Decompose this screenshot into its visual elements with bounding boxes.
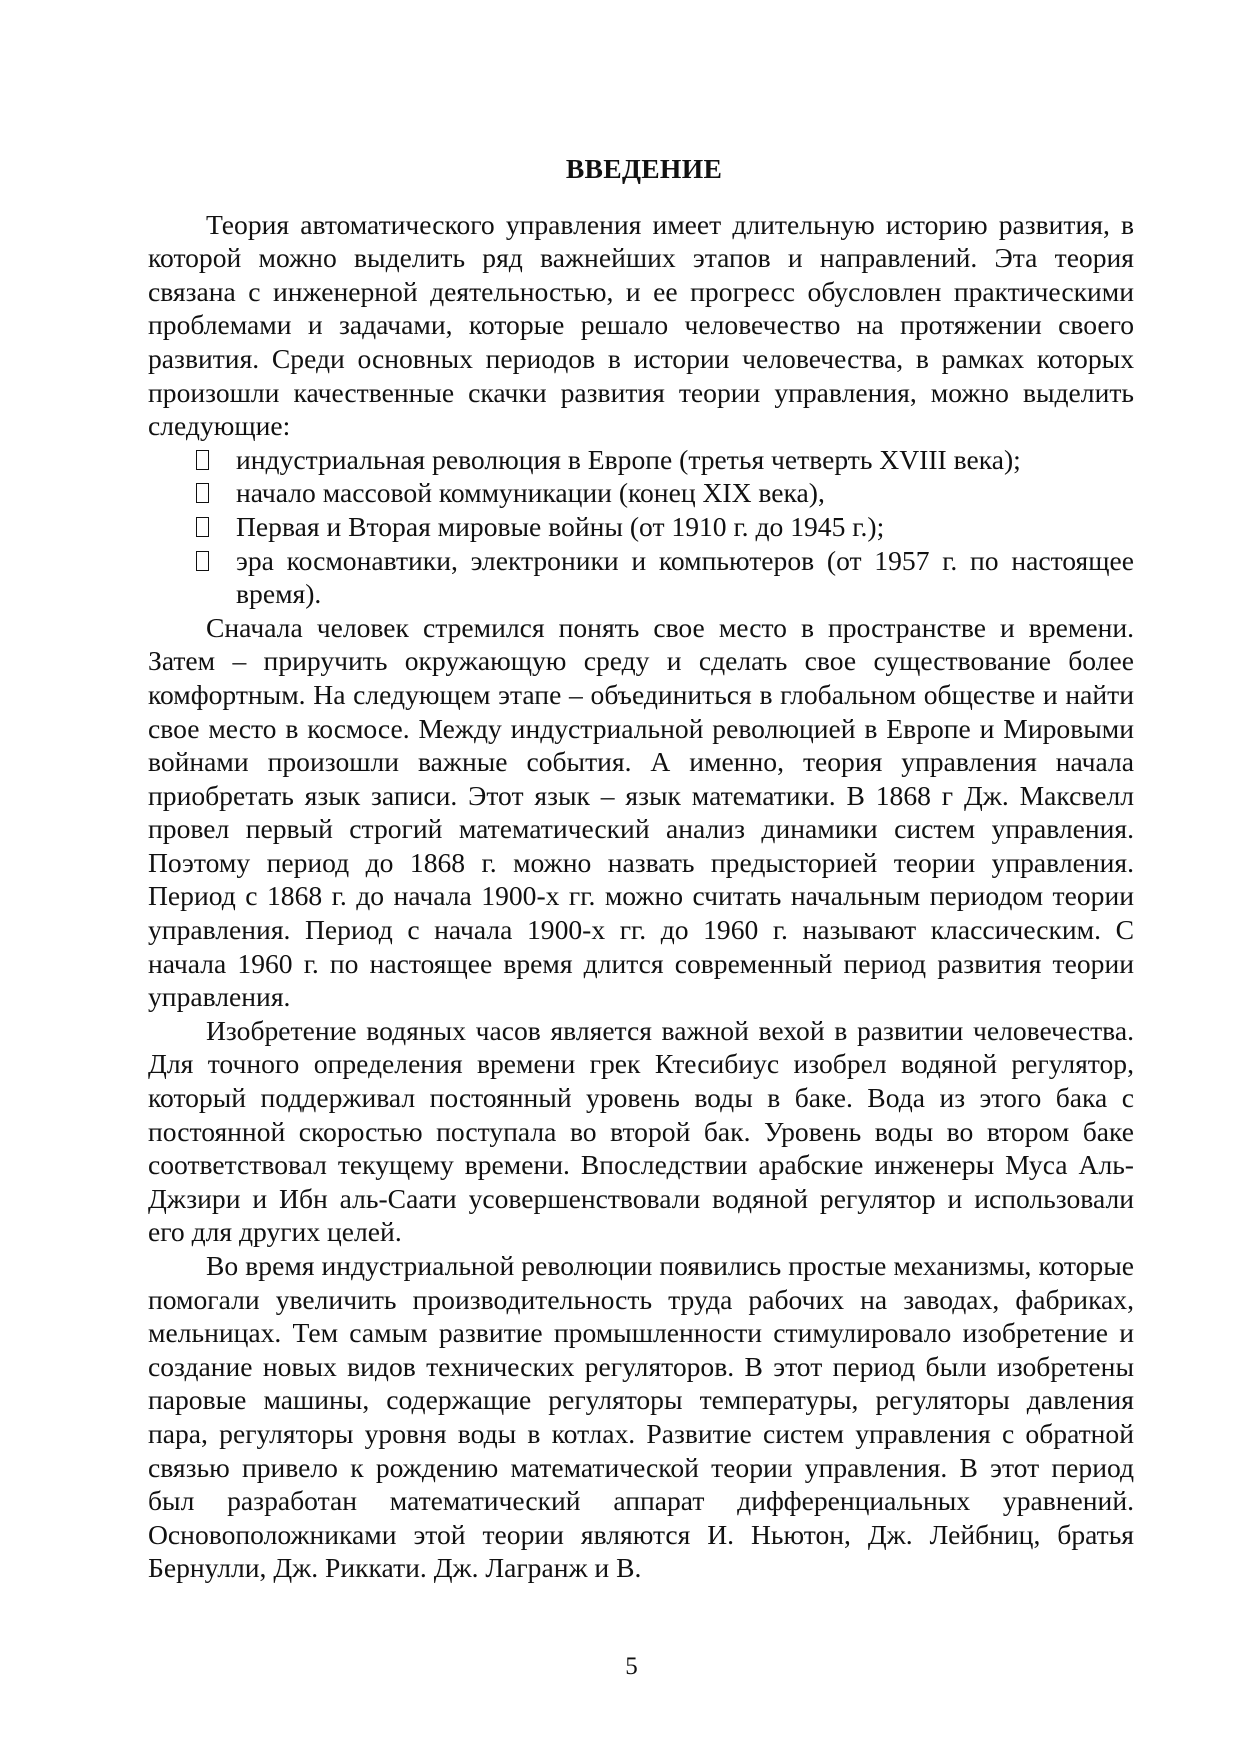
list-item-text: эра космонавтики, электроники и компьютеров (от 1957 г. по настоящее время). — [236, 544, 1134, 610]
list-item-text: индустриальная революция в Европе (третья четверть XVIII века); — [236, 443, 1021, 475]
checkbox-square-icon — [196, 517, 209, 537]
checkbox-square-icon — [196, 450, 209, 470]
checkbox-square-icon — [196, 551, 209, 571]
body-paragraph: Изобретение водяных часов является важной вехой в развитии человечества. Для точного определения времени грек Ктесибиус изобрел водяной регулятор, который поддерживал постоянный уровень воды в баке. Вода из этого бака с постоянной скоростью поступала во второй бак. Уровень воды во втором баке соответствовал текущему времени. Впоследствии арабские инженеры Муса Аль-Джзири и Ибн аль-Саати усовершенствовали водяной регулятор и использовали его для других целей. — [148, 1014, 1134, 1248]
body-paragraph: Сначала человек стремился понять свое место в пространстве и времени. Затем – приручить окружающую среду и сделать свое существование более комфортным. На следующем этапе – объединиться в глобальном обществе и найти свое место в космосе. Между индустриальной революцией в Европе и Мировыми войнами произошли важные события. А именно, теория управления начала приобретать язык записи. Этот язык – язык математики. В 1868 г Дж. Максвелл провел первый строгий математический анализ динамики систем управления. Поэтому период до 1868 г. можно назвать предысторией теории управления. Период с 1868 г. до начала 1900-х гг. можно считать начальным периодом теории управления. Период с начала 1900-х гг. до 1960 г. называют классическим. С начала 1960 г. по настоящее время длится современный период развития теории управления. — [148, 611, 1134, 1013]
checkbox-square-icon — [196, 483, 209, 503]
intro-paragraph: Теория автоматического управления имеет длительную историю развития, в которой можно выделить ряд важнейших этапов и направлений. Эта теория связана с инженерной деятельностью, и ее прогресс обусловлен практическими проблемами и задачами, которые решало человечество на протяжении своего развития. Среди основных периодов в истории человечества, в рамках которых произошли качественные скачки развития теории управления, можно выделить следующие: — [148, 208, 1134, 442]
list-item — [148, 544, 1134, 611]
list-item-text: Первая и Вторая мировые войны (от 1910 г. до 1945 г.); — [236, 510, 885, 542]
list-item — [148, 476, 1134, 510]
bullet-list — [148, 443, 1134, 611]
body-paragraph: Во время индустриальной революции появились простые механизмы, которые помогали увеличить производительность труда рабочих на заводах, фабриках, мельницах. Тем самым развитие промышленности стимулировало изобретение и создание новых видов технических регуляторов. В этот период были изобретены паровые машины, содержащие регуляторы температуры, регуляторы давления пара, регуляторы уровня воды в котлах. Развитие систем управления с обратной связью привело к рождению математической теории управления. В этот период был разработан математический аппарат дифференциальных уравнений. Основоположниками этой теории являются И. Ньютон, Дж. Лейбниц, братья Бернулли, Дж. Риккати. Дж. Лагранж и В. — [148, 1250, 1134, 1584]
document-page — [148, 152, 1134, 1585]
list-item — [148, 443, 1134, 477]
list-item-text: начало массовой коммуникации (конец XIX века), — [236, 477, 825, 509]
list-item — [148, 510, 1134, 544]
page-title: ВВЕДЕНИЕ — [565, 153, 723, 184]
page-number: 5 — [625, 1653, 638, 1680]
